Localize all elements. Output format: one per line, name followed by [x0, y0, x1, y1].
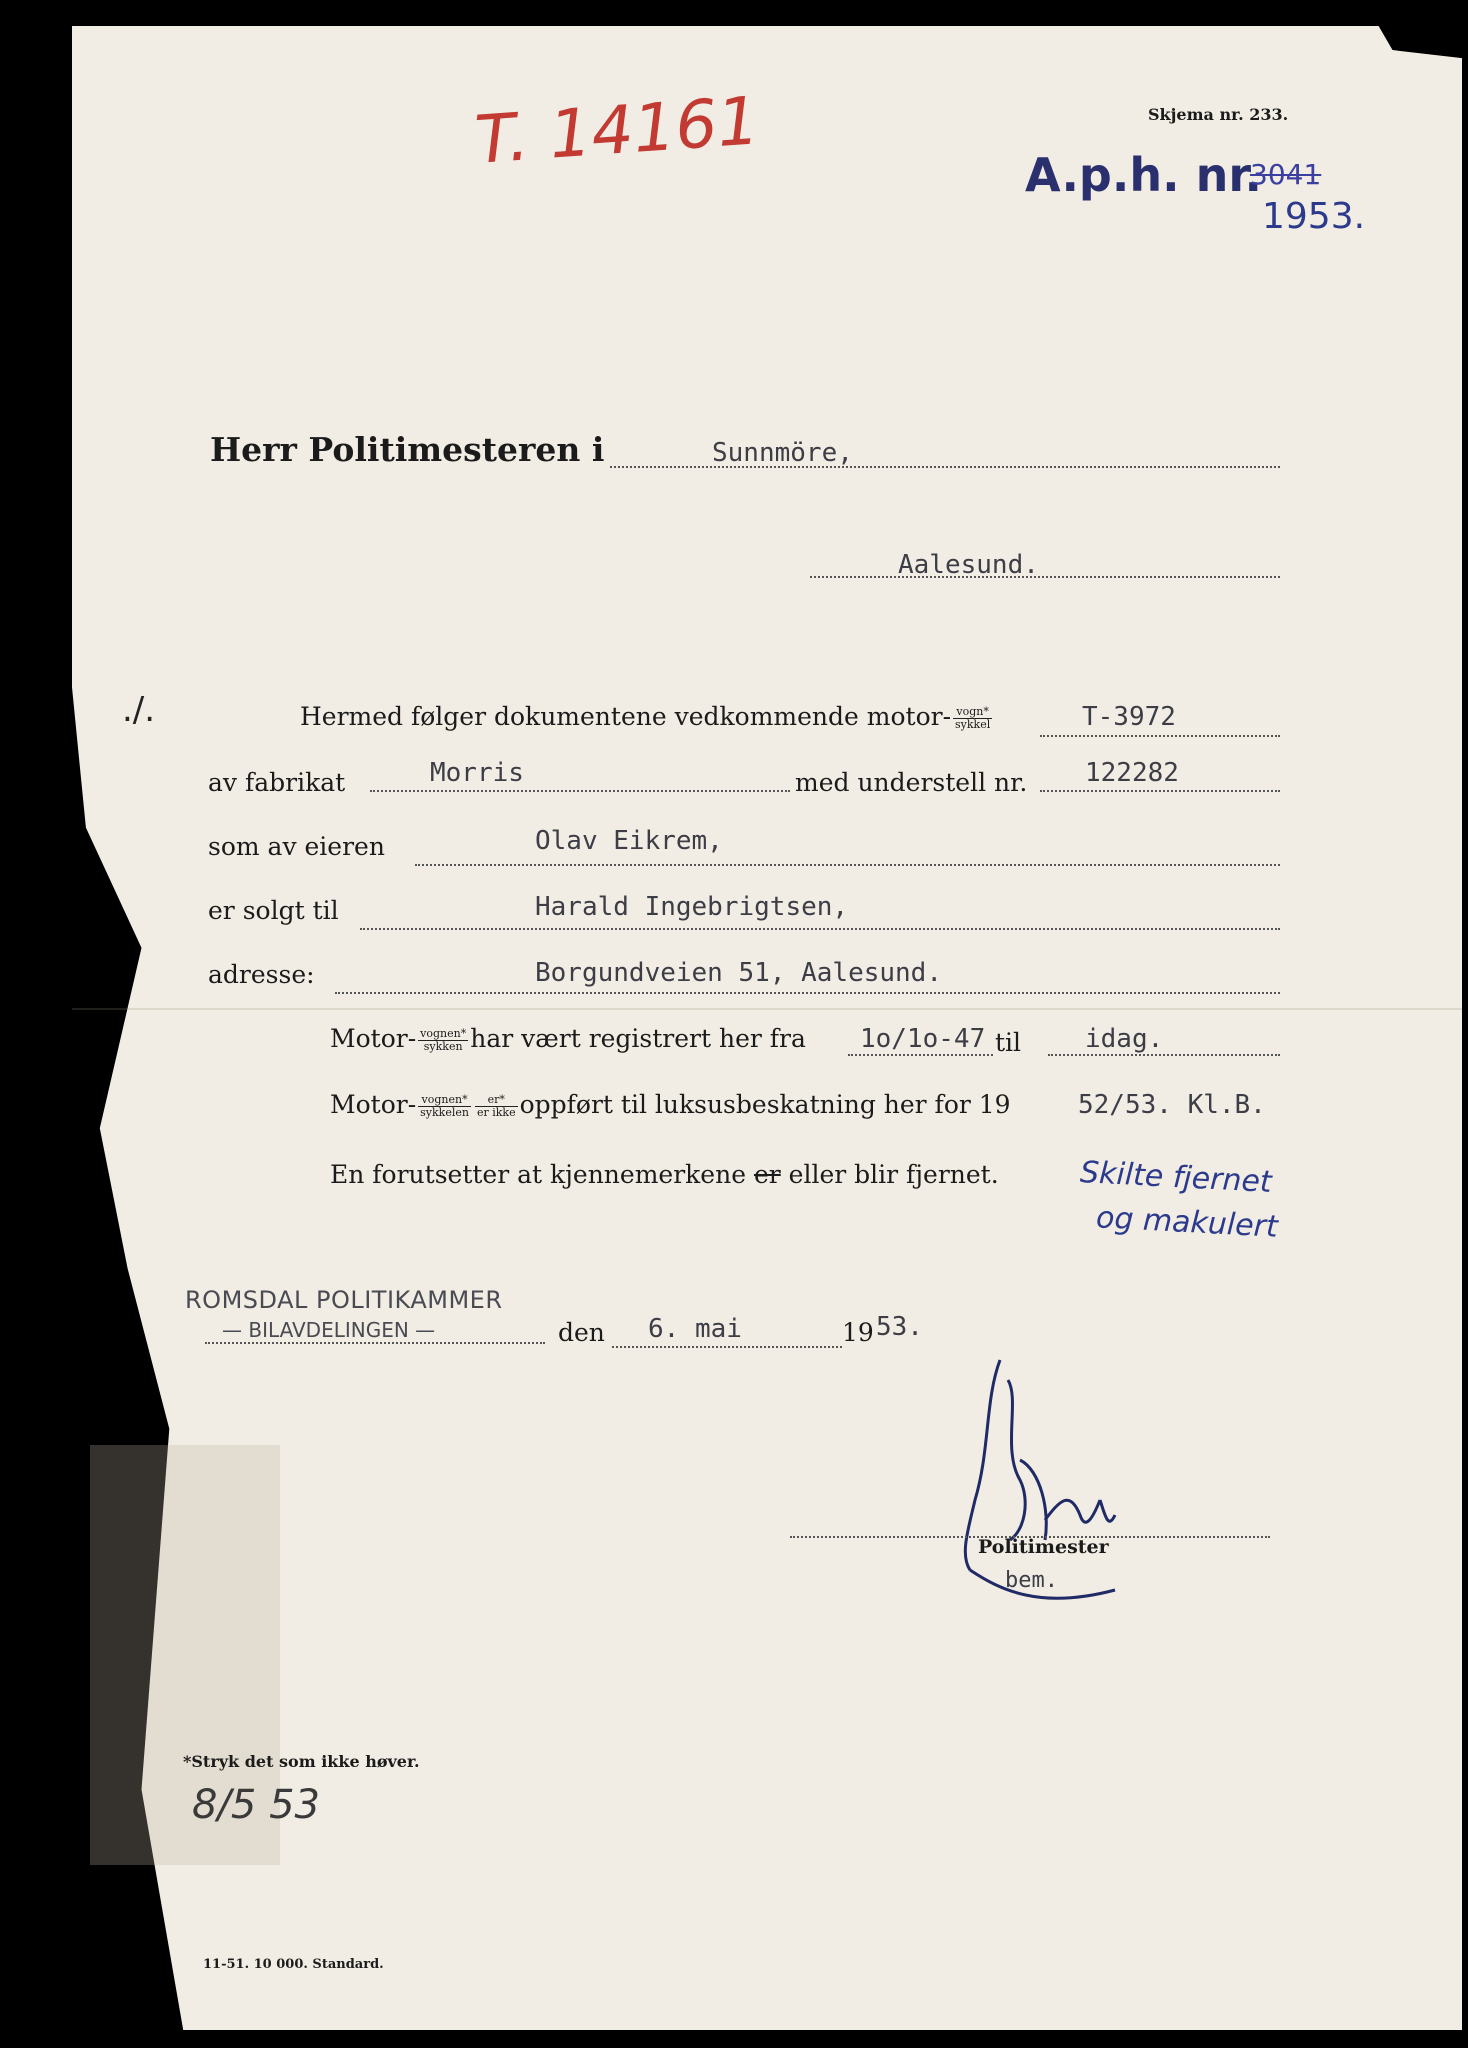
date-den-label: den: [558, 1318, 605, 1347]
recipient-district: Sunnmöre,: [712, 438, 853, 468]
tax-vehicle-fraction: $\frac{\text{vognen*}}{\text{sykkelen}}$: [420, 1093, 469, 1119]
plates-struck-word: er: [753, 1160, 781, 1189]
recipient-label: Herr Politimesteren i: [210, 430, 605, 469]
handwritten-reference: T. 14161: [472, 82, 762, 179]
aph-number-struck: 3041: [1250, 158, 1322, 191]
date-year-suffix: 53.: [876, 1312, 923, 1342]
recipient-city: Aalesund.: [898, 550, 1039, 580]
aph-label: A.p.h. nr.: [1025, 148, 1262, 202]
address-value: Borgundveien 51, Aalesund.: [535, 958, 942, 988]
vehicle-type-fraction: $\frac{\text{vogn*}}{\text{sykkel}}$: [955, 705, 991, 731]
registration-fraction: $\frac{\text{vognen*}}{\text{sykken}}$: [420, 1027, 467, 1053]
sold-value: Harald Ingebrigtsen,: [535, 892, 849, 922]
fabrikat-label: av fabrikat: [208, 768, 346, 797]
reg-to-dotted-line: [1048, 1054, 1280, 1056]
chassis-value: 122282: [1085, 758, 1179, 788]
signature-title: Politimester: [978, 1536, 1109, 1558]
registration-to: idag.: [1085, 1024, 1164, 1054]
registration-line: Motor- $\frac{\text{vognen*}}{\text{sykken}}$ har vært registrert her fra: [330, 1024, 806, 1053]
sender-dotted-line: [205, 1342, 545, 1344]
sold-dotted-line: [360, 928, 1280, 930]
recipient-dotted-line: [610, 466, 1280, 468]
form-number: Skjema nr. 233.: [1148, 105, 1289, 124]
tax-status-fraction: $\frac{er*}{\text{er ikke}}$: [476, 1093, 516, 1119]
city-dotted-line: [810, 576, 1280, 578]
vehicle-plate: T-3972: [1082, 702, 1176, 732]
chassis-label: med understell nr.: [795, 768, 1028, 797]
fabrikat-value: Morris: [430, 758, 524, 788]
sold-label: er solgt til: [208, 896, 339, 925]
police-stamp-line1: ROMSDAL POLITIKAMMER: [185, 1286, 503, 1314]
signature-bem: bem.: [1005, 1568, 1058, 1593]
tax-line: Motor- $\frac{\text{vognen*}}{\text{sykkelen}}$ $\frac{er*}{\text{er ikke}}$ oppført til luksusbeskatning her for 19: [330, 1090, 1011, 1119]
owner-value: Olav Eikrem,: [535, 826, 723, 856]
registration-til-label: til: [995, 1028, 1022, 1057]
handwritten-footer-date: 8/5 53: [192, 1782, 320, 1828]
line1-label: Hermed følger dokumentene vedkommende motor-: [300, 702, 952, 731]
handwritten-note-line1: Skilte fjernet: [1079, 1155, 1273, 1200]
police-stamp-line2: — BILAVDELINGEN —: [222, 1318, 436, 1342]
date-year-prefix: 19: [842, 1318, 874, 1347]
margin-mark: ./.: [122, 690, 156, 730]
aph-year: 1953.: [1262, 196, 1366, 237]
date-dotted-line: [612, 1346, 842, 1348]
address-label: adresse:: [208, 960, 315, 989]
reg-from-dotted-line: [848, 1054, 993, 1056]
print-info: 11-51. 10 000. Standard.: [203, 1957, 384, 1972]
owner-dotted-line: [415, 864, 1280, 866]
registration-from-date: 1o/1o-47: [860, 1024, 986, 1054]
address-dotted-line: [335, 992, 1280, 994]
plates-line: En forutsetter at kjennemerkene er eller blir fjernet.: [330, 1160, 999, 1189]
line1-text: [300, 702, 994, 731]
chassis-dotted-line: [1040, 790, 1280, 792]
footnote: *Stryk det som ikke høver.: [183, 1752, 420, 1771]
date-day-month: 6. mai: [648, 1314, 742, 1344]
tax-year: 52/53. Kl.B.: [1078, 1090, 1266, 1120]
handwritten-note-line2: og makulert: [1095, 1200, 1279, 1245]
fabrikat-dotted-line: [370, 790, 790, 792]
owner-label: som av eieren: [208, 832, 385, 861]
plate-dotted-line: [1040, 735, 1280, 737]
fold-line: [72, 1008, 1462, 1010]
